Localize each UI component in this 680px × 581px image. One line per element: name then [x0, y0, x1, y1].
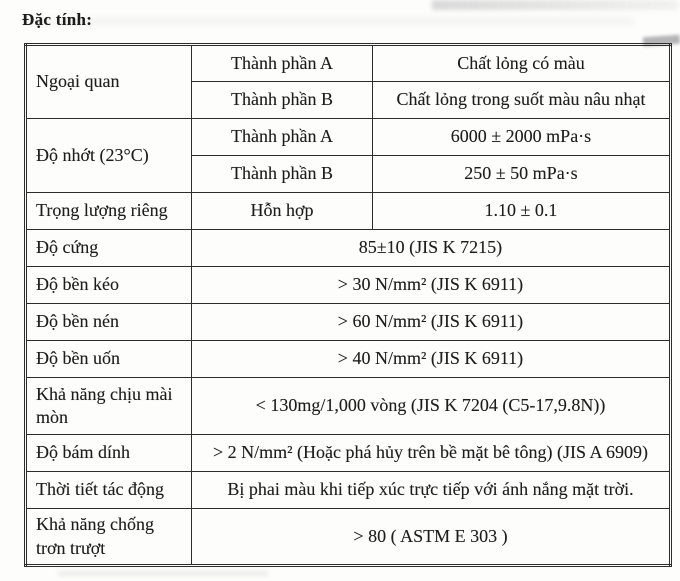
- table-row: [26, 509, 671, 566]
- spec-component-cell: Thành phần A: [192, 45, 373, 82]
- table-row: [26, 435, 671, 472]
- spec-label-cell: Thời tiết tác động: [26, 472, 192, 509]
- spec-value-cell: Chất lỏng trong suốt màu nâu nhạt: [373, 82, 671, 119]
- spec-value-cell: > 80 ( ASTM E 303 ): [192, 509, 671, 566]
- table-row: [26, 193, 671, 230]
- spec-label-cell: Khả năng chịu mài mòn: [26, 378, 192, 435]
- table-row: [26, 230, 671, 267]
- table-row: [26, 378, 671, 435]
- scan-artifact: [432, 0, 678, 10]
- spec-label-cell: Độ bám dính: [26, 435, 192, 472]
- spec-value-cell: 250 ± 50 mPa·s: [373, 156, 671, 193]
- spec-label-cell: Trọng lượng riêng: [26, 193, 192, 230]
- spec-value-cell: < 130mg/1,000 vòng (JIS K 7204 (C5-17,9.8N)): [192, 378, 671, 435]
- spec-value-cell: Chất lỏng có màu: [373, 45, 671, 82]
- spec-label-cell: Độ bền nén: [26, 304, 192, 341]
- spec-component-cell: Hỗn hợp: [192, 193, 373, 230]
- spec-label-cell: Độ bền kéo: [26, 267, 192, 304]
- table-row: [26, 45, 671, 82]
- spec-value-cell: 85±10 (JIS K 7215): [192, 230, 671, 267]
- spec-label-cell: Độ nhớt (23°C): [26, 119, 192, 193]
- spec-value-cell: 1.10 ± 0.1: [373, 193, 671, 230]
- table-row: [26, 341, 671, 378]
- table-row: [26, 472, 671, 509]
- spec-label-cell: Độ cứng: [26, 230, 192, 267]
- spec-label-cell: Ngoại quan: [26, 45, 192, 119]
- table-row: [26, 119, 671, 156]
- table-row: [26, 304, 671, 341]
- spec-component-cell: Thành phần A: [192, 119, 373, 156]
- page-title: Đặc tính:: [22, 10, 93, 29]
- spec-value-cell: > 40 N/mm² (JIS K 6911): [192, 341, 671, 378]
- spec-value-cell: > 30 N/mm² (JIS K 6911): [192, 267, 671, 304]
- spec-component-cell: Thành phần B: [192, 156, 373, 193]
- specs-table: [24, 43, 672, 567]
- table-row: [26, 267, 671, 304]
- spec-component-cell: Thành phần B: [192, 82, 373, 119]
- scan-artifact: [58, 571, 268, 576]
- spec-label-cell: Khả năng chống trơn trượt: [26, 509, 192, 566]
- scan-artifact: [28, 17, 634, 26]
- spec-value-cell: > 2 N/mm² (Hoặc phá hủy trên bề mặt bê tông) (JIS A 6909): [192, 435, 671, 472]
- spec-label-cell: Độ bền uốn: [26, 341, 192, 378]
- spec-value-cell: > 60 N/mm² (JIS K 6911): [192, 304, 671, 341]
- spec-value-cell: 6000 ± 2000 mPa·s: [373, 119, 671, 156]
- spec-value-cell: Bị phai màu khi tiếp xúc trực tiếp với ánh nắng mặt trời.: [192, 472, 671, 509]
